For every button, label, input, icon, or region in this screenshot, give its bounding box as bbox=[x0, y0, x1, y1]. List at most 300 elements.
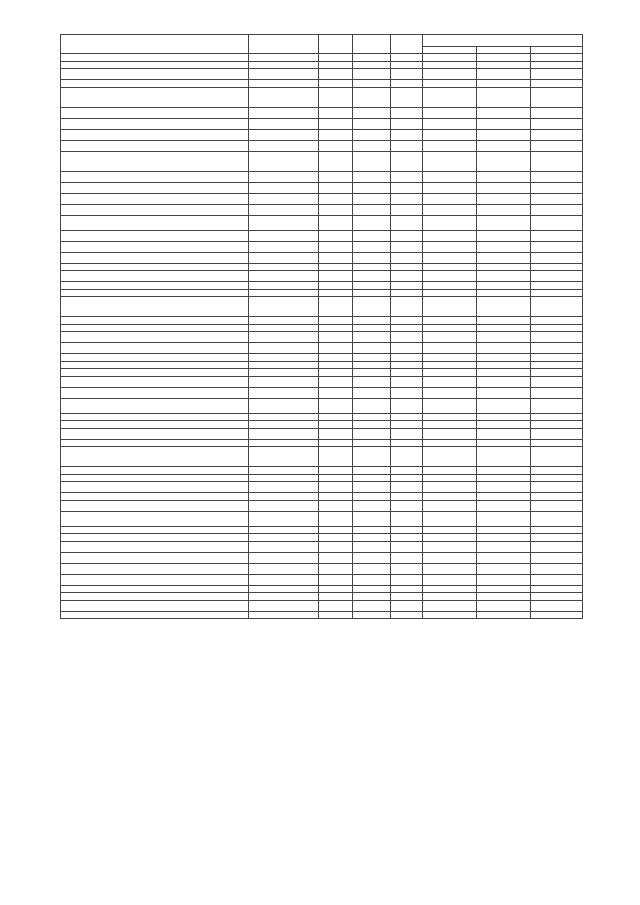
cell-year-1 bbox=[423, 230, 477, 241]
cell-year-3 bbox=[531, 215, 583, 230]
cell-section bbox=[319, 282, 353, 290]
table-row bbox=[61, 324, 583, 332]
cell-year-3 bbox=[531, 593, 583, 601]
cell-subsection bbox=[353, 204, 391, 215]
cell-target bbox=[249, 493, 319, 501]
table-row bbox=[61, 369, 583, 377]
cell-expense-type bbox=[391, 271, 423, 282]
table-row bbox=[61, 171, 583, 182]
cell-subsection bbox=[353, 140, 391, 151]
cell-name bbox=[61, 289, 249, 297]
cell-target bbox=[249, 343, 319, 354]
table-row bbox=[61, 421, 583, 429]
cell-year-2 bbox=[477, 80, 531, 88]
table-row bbox=[61, 439, 583, 447]
cell-year-2 bbox=[477, 611, 531, 619]
table-row bbox=[61, 526, 583, 534]
cell-expense-type bbox=[391, 552, 423, 563]
table-row bbox=[61, 271, 583, 282]
cell-year-2 bbox=[477, 182, 531, 193]
cell-year-3 bbox=[531, 500, 583, 511]
cell-section bbox=[319, 61, 353, 69]
cell-subsection bbox=[353, 263, 391, 271]
header-expense-type bbox=[391, 35, 423, 54]
cell-subsection bbox=[353, 54, 391, 62]
cell-target bbox=[249, 215, 319, 230]
cell-year-3 bbox=[531, 534, 583, 542]
cell-name bbox=[61, 332, 249, 343]
cell-name bbox=[61, 369, 249, 377]
cell-section bbox=[319, 193, 353, 204]
cell-subsection bbox=[353, 611, 391, 619]
cell-section bbox=[319, 343, 353, 354]
cell-name bbox=[61, 324, 249, 332]
cell-year-1 bbox=[423, 343, 477, 354]
cell-target bbox=[249, 574, 319, 585]
cell-year-3 bbox=[531, 361, 583, 369]
cell-year-2 bbox=[477, 447, 531, 467]
cell-target bbox=[249, 387, 319, 398]
cell-year-3 bbox=[531, 317, 583, 325]
cell-target bbox=[249, 282, 319, 290]
table-row bbox=[61, 317, 583, 325]
cell-section bbox=[319, 87, 353, 107]
cell-section bbox=[319, 182, 353, 193]
cell-subsection bbox=[353, 182, 391, 193]
cell-year-3 bbox=[531, 151, 583, 171]
cell-year-3 bbox=[531, 204, 583, 215]
cell-year-3 bbox=[531, 600, 583, 611]
cell-year-3 bbox=[531, 332, 583, 343]
cell-expense-type bbox=[391, 54, 423, 62]
cell-name bbox=[61, 354, 249, 362]
cell-section bbox=[319, 129, 353, 140]
cell-section bbox=[319, 361, 353, 369]
cell-subsection bbox=[353, 297, 391, 317]
cell-name bbox=[61, 585, 249, 593]
cell-section bbox=[319, 54, 353, 62]
cell-section bbox=[319, 171, 353, 182]
cell-section bbox=[319, 69, 353, 80]
cell-year-2 bbox=[477, 263, 531, 271]
cell-section bbox=[319, 140, 353, 151]
cell-target bbox=[249, 500, 319, 511]
cell-section bbox=[319, 271, 353, 282]
cell-year-1 bbox=[423, 574, 477, 585]
cell-section bbox=[319, 467, 353, 475]
cell-target bbox=[249, 69, 319, 80]
cell-year-2 bbox=[477, 563, 531, 574]
cell-year-1 bbox=[423, 482, 477, 493]
cell-expense-type bbox=[391, 439, 423, 447]
cell-target bbox=[249, 361, 319, 369]
cell-target bbox=[249, 54, 319, 62]
cell-year-1 bbox=[423, 369, 477, 377]
cell-year-1 bbox=[423, 439, 477, 447]
cell-target bbox=[249, 474, 319, 482]
cell-target bbox=[249, 182, 319, 193]
cell-year-1 bbox=[423, 282, 477, 290]
cell-section bbox=[319, 439, 353, 447]
cell-target bbox=[249, 193, 319, 204]
cell-name bbox=[61, 500, 249, 511]
cell-subsection bbox=[353, 413, 391, 421]
table-row bbox=[61, 282, 583, 290]
cell-section bbox=[319, 332, 353, 343]
cell-year-2 bbox=[477, 107, 531, 118]
cell-year-3 bbox=[531, 54, 583, 62]
cell-year-1 bbox=[423, 107, 477, 118]
cell-expense-type bbox=[391, 511, 423, 526]
cell-subsection bbox=[353, 369, 391, 377]
cell-section bbox=[319, 563, 353, 574]
cell-subsection bbox=[353, 421, 391, 429]
cell-name bbox=[61, 493, 249, 501]
cell-subsection bbox=[353, 324, 391, 332]
cell-year-3 bbox=[531, 193, 583, 204]
cell-section bbox=[319, 230, 353, 241]
cell-target bbox=[249, 204, 319, 215]
cell-year-2 bbox=[477, 398, 531, 413]
cell-year-2 bbox=[477, 500, 531, 511]
cell-name bbox=[61, 252, 249, 263]
cell-subsection bbox=[353, 585, 391, 593]
cell-year-3 bbox=[531, 252, 583, 263]
table-row bbox=[61, 563, 583, 574]
cell-expense-type bbox=[391, 332, 423, 343]
cell-name bbox=[61, 171, 249, 182]
cell-year-3 bbox=[531, 447, 583, 467]
table-row bbox=[61, 230, 583, 241]
budget-table-container bbox=[60, 34, 582, 619]
cell-year-3 bbox=[531, 541, 583, 552]
cell-year-1 bbox=[423, 332, 477, 343]
cell-year-2 bbox=[477, 324, 531, 332]
cell-year-1 bbox=[423, 447, 477, 467]
cell-target bbox=[249, 439, 319, 447]
cell-target bbox=[249, 271, 319, 282]
table-row bbox=[61, 193, 583, 204]
cell-name bbox=[61, 611, 249, 619]
cell-subsection bbox=[353, 511, 391, 526]
cell-year-2 bbox=[477, 421, 531, 429]
header-year-2 bbox=[477, 47, 531, 54]
cell-section bbox=[319, 611, 353, 619]
cell-name bbox=[61, 61, 249, 69]
cell-section bbox=[319, 474, 353, 482]
cell-expense-type bbox=[391, 107, 423, 118]
cell-name bbox=[61, 182, 249, 193]
table-row bbox=[61, 354, 583, 362]
cell-name bbox=[61, 54, 249, 62]
cell-name bbox=[61, 241, 249, 252]
cell-section bbox=[319, 421, 353, 429]
cell-target bbox=[249, 541, 319, 552]
cell-year-2 bbox=[477, 526, 531, 534]
cell-year-1 bbox=[423, 193, 477, 204]
cell-subsection bbox=[353, 107, 391, 118]
cell-year-2 bbox=[477, 204, 531, 215]
cell-name bbox=[61, 552, 249, 563]
cell-name bbox=[61, 118, 249, 129]
cell-target bbox=[249, 526, 319, 534]
cell-year-1 bbox=[423, 80, 477, 88]
table-row bbox=[61, 398, 583, 413]
cell-subsection bbox=[353, 252, 391, 263]
cell-section bbox=[319, 534, 353, 542]
cell-year-3 bbox=[531, 369, 583, 377]
cell-subsection bbox=[353, 87, 391, 107]
cell-year-1 bbox=[423, 474, 477, 482]
cell-name bbox=[61, 282, 249, 290]
cell-year-3 bbox=[531, 324, 583, 332]
cell-target bbox=[249, 61, 319, 69]
cell-expense-type bbox=[391, 447, 423, 467]
cell-subsection bbox=[353, 541, 391, 552]
cell-expense-type bbox=[391, 263, 423, 271]
cell-subsection bbox=[353, 467, 391, 475]
cell-name bbox=[61, 482, 249, 493]
cell-year-1 bbox=[423, 129, 477, 140]
cell-name bbox=[61, 376, 249, 387]
cell-expense-type bbox=[391, 611, 423, 619]
cell-target bbox=[249, 511, 319, 526]
table-row bbox=[61, 297, 583, 317]
cell-subsection bbox=[353, 526, 391, 534]
cell-name bbox=[61, 421, 249, 429]
cell-year-3 bbox=[531, 80, 583, 88]
cell-section bbox=[319, 354, 353, 362]
cell-year-1 bbox=[423, 252, 477, 263]
cell-year-2 bbox=[477, 593, 531, 601]
cell-expense-type bbox=[391, 398, 423, 413]
cell-expense-type bbox=[391, 297, 423, 317]
cell-year-3 bbox=[531, 413, 583, 421]
table-row bbox=[61, 447, 583, 467]
cell-subsection bbox=[353, 129, 391, 140]
table-row bbox=[61, 482, 583, 493]
cell-year-3 bbox=[531, 69, 583, 80]
cell-target bbox=[249, 118, 319, 129]
cell-expense-type bbox=[391, 413, 423, 421]
cell-name bbox=[61, 87, 249, 107]
cell-section bbox=[319, 541, 353, 552]
cell-name bbox=[61, 563, 249, 574]
cell-expense-type bbox=[391, 467, 423, 475]
cell-expense-type bbox=[391, 343, 423, 354]
cell-expense-type bbox=[391, 600, 423, 611]
header-sum bbox=[423, 35, 583, 47]
cell-subsection bbox=[353, 474, 391, 482]
cell-year-2 bbox=[477, 361, 531, 369]
cell-year-2 bbox=[477, 332, 531, 343]
cell-name bbox=[61, 413, 249, 421]
table-row bbox=[61, 215, 583, 230]
cell-year-1 bbox=[423, 421, 477, 429]
cell-expense-type bbox=[391, 361, 423, 369]
cell-section bbox=[319, 600, 353, 611]
header-year-3 bbox=[531, 47, 583, 54]
table-row bbox=[61, 289, 583, 297]
cell-year-3 bbox=[531, 118, 583, 129]
cell-year-3 bbox=[531, 87, 583, 107]
cell-name bbox=[61, 129, 249, 140]
cell-target bbox=[249, 600, 319, 611]
cell-subsection bbox=[353, 289, 391, 297]
cell-year-2 bbox=[477, 413, 531, 421]
table-row bbox=[61, 140, 583, 151]
cell-expense-type bbox=[391, 87, 423, 107]
cell-subsection bbox=[353, 282, 391, 290]
cell-expense-type bbox=[391, 182, 423, 193]
cell-expense-type bbox=[391, 354, 423, 362]
table-row bbox=[61, 428, 583, 439]
cell-expense-type bbox=[391, 563, 423, 574]
cell-year-1 bbox=[423, 467, 477, 475]
cell-subsection bbox=[353, 69, 391, 80]
cell-name bbox=[61, 387, 249, 398]
cell-expense-type bbox=[391, 118, 423, 129]
cell-target bbox=[249, 534, 319, 542]
cell-section bbox=[319, 552, 353, 563]
cell-section bbox=[319, 317, 353, 325]
cell-year-2 bbox=[477, 354, 531, 362]
cell-year-3 bbox=[531, 182, 583, 193]
cell-expense-type bbox=[391, 282, 423, 290]
cell-target bbox=[249, 297, 319, 317]
cell-name bbox=[61, 317, 249, 325]
cell-year-3 bbox=[531, 439, 583, 447]
cell-name bbox=[61, 69, 249, 80]
table-row bbox=[61, 54, 583, 62]
cell-subsection bbox=[353, 376, 391, 387]
cell-year-3 bbox=[531, 140, 583, 151]
cell-section bbox=[319, 413, 353, 421]
cell-subsection bbox=[353, 80, 391, 88]
cell-expense-type bbox=[391, 376, 423, 387]
cell-subsection bbox=[353, 534, 391, 542]
cell-year-1 bbox=[423, 151, 477, 171]
header-target bbox=[249, 35, 319, 54]
cell-year-2 bbox=[477, 241, 531, 252]
cell-year-2 bbox=[477, 193, 531, 204]
cell-section bbox=[319, 151, 353, 171]
cell-name bbox=[61, 600, 249, 611]
cell-section bbox=[319, 493, 353, 501]
cell-subsection bbox=[353, 151, 391, 171]
cell-year-1 bbox=[423, 69, 477, 80]
cell-year-1 bbox=[423, 552, 477, 563]
table-row bbox=[61, 87, 583, 107]
cell-expense-type bbox=[391, 593, 423, 601]
cell-year-1 bbox=[423, 534, 477, 542]
cell-name bbox=[61, 574, 249, 585]
cell-name bbox=[61, 215, 249, 230]
cell-section bbox=[319, 289, 353, 297]
cell-year-3 bbox=[531, 289, 583, 297]
cell-year-3 bbox=[531, 482, 583, 493]
cell-target bbox=[249, 230, 319, 241]
cell-year-3 bbox=[531, 171, 583, 182]
cell-subsection bbox=[353, 593, 391, 601]
cell-section bbox=[319, 482, 353, 493]
cell-subsection bbox=[353, 447, 391, 467]
cell-expense-type bbox=[391, 230, 423, 241]
cell-year-2 bbox=[477, 552, 531, 563]
cell-year-3 bbox=[531, 61, 583, 69]
cell-expense-type bbox=[391, 428, 423, 439]
cell-subsection bbox=[353, 241, 391, 252]
cell-subsection bbox=[353, 482, 391, 493]
table-row bbox=[61, 600, 583, 611]
cell-year-2 bbox=[477, 574, 531, 585]
cell-target bbox=[249, 563, 319, 574]
cell-expense-type bbox=[391, 493, 423, 501]
cell-section bbox=[319, 428, 353, 439]
cell-year-3 bbox=[531, 297, 583, 317]
cell-expense-type bbox=[391, 541, 423, 552]
cell-section bbox=[319, 369, 353, 377]
cell-name bbox=[61, 140, 249, 151]
cell-year-2 bbox=[477, 585, 531, 593]
cell-year-1 bbox=[423, 413, 477, 421]
cell-target bbox=[249, 129, 319, 140]
cell-year-2 bbox=[477, 439, 531, 447]
cell-year-2 bbox=[477, 69, 531, 80]
cell-year-1 bbox=[423, 87, 477, 107]
table-row bbox=[61, 61, 583, 69]
cell-name bbox=[61, 263, 249, 271]
cell-year-2 bbox=[477, 511, 531, 526]
cell-year-2 bbox=[477, 252, 531, 263]
cell-section bbox=[319, 297, 353, 317]
cell-expense-type bbox=[391, 140, 423, 151]
cell-expense-type bbox=[391, 574, 423, 585]
cell-expense-type bbox=[391, 534, 423, 542]
cell-year-2 bbox=[477, 171, 531, 182]
cell-subsection bbox=[353, 552, 391, 563]
cell-year-1 bbox=[423, 297, 477, 317]
cell-section bbox=[319, 263, 353, 271]
cell-name bbox=[61, 526, 249, 534]
cell-expense-type bbox=[391, 474, 423, 482]
table-row bbox=[61, 118, 583, 129]
table-row bbox=[61, 80, 583, 88]
table-row bbox=[61, 69, 583, 80]
cell-section bbox=[319, 324, 353, 332]
cell-year-1 bbox=[423, 428, 477, 439]
cell-target bbox=[249, 593, 319, 601]
table-row bbox=[61, 593, 583, 601]
cell-year-2 bbox=[477, 271, 531, 282]
cell-year-1 bbox=[423, 585, 477, 593]
cell-year-1 bbox=[423, 140, 477, 151]
cell-expense-type bbox=[391, 61, 423, 69]
cell-expense-type bbox=[391, 317, 423, 325]
cell-year-1 bbox=[423, 263, 477, 271]
cell-name bbox=[61, 428, 249, 439]
cell-year-3 bbox=[531, 282, 583, 290]
cell-target bbox=[249, 107, 319, 118]
cell-year-3 bbox=[531, 376, 583, 387]
cell-year-1 bbox=[423, 611, 477, 619]
cell-target bbox=[249, 467, 319, 475]
cell-year-3 bbox=[531, 585, 583, 593]
table-row bbox=[61, 574, 583, 585]
cell-year-2 bbox=[477, 289, 531, 297]
cell-section bbox=[319, 204, 353, 215]
cell-section bbox=[319, 241, 353, 252]
